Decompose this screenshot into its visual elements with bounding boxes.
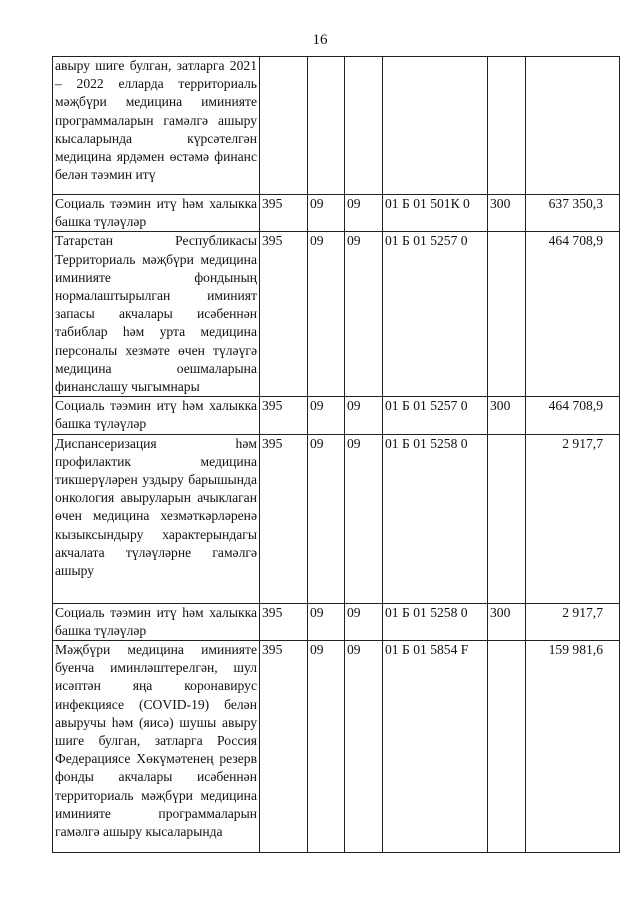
row-expense-type [488, 57, 526, 195]
row-target-article: 01 Б 01 5257 0 [383, 232, 488, 397]
row-subsection: 09 [345, 195, 383, 232]
row-target-article: 01 Б 01 5854 F [383, 641, 488, 853]
row-name: Социаль тәэмин итү һәм халыкка башка түләүләр [53, 195, 260, 232]
row-target-article: 01 Б 01 5257 0 [383, 397, 488, 434]
row-name: Диспансеризация һәм профилактик медицина тикшерүләрен уздыру барышында онкология авыруларын ачыклаган өчен медицина хезмәткәрләренә кызыксындыру характерындагы акчалата түләүләрне гамәлгә ашыру [53, 434, 260, 603]
table-row [53, 434, 620, 603]
table-row [53, 603, 620, 640]
row-subsection: 09 [345, 603, 383, 640]
row-expense-type: 300 [488, 195, 526, 232]
row-name: Татарстан Республикасы Территориаль мәҗбүри медицина иминияте фондының нормалаштырылган иминият запасы акчалары исәбеннән табиблар һәм урта медицина персоналы хезмәте өчен түләүгә медицина оешмаларына финанслашу чыгымнары [53, 232, 260, 397]
row-expense-type [488, 641, 526, 853]
row-section: 09 [308, 434, 345, 603]
table-row [53, 195, 620, 232]
row-name: Социаль тәэмин итү һәм халыкка башка түләүләр [53, 603, 260, 640]
budget-table [52, 56, 620, 853]
row-code: 395 [260, 397, 308, 434]
row-name: авыру шиге булган, затларга 2021 – 2022 елларда территориаль мәҗбүри медицина иминияте программаларын гамәлгә ашыру кысаларында күрсәтелгән медицина ярдәмен өстәмә финанс белән тәэмин итү [53, 57, 260, 195]
row-code: 395 [260, 434, 308, 603]
table-row [53, 57, 620, 195]
row-target-article [383, 57, 488, 195]
row-amount: 2 917,7 [526, 434, 620, 603]
row-target-article: 01 Б 01 501К 0 [383, 195, 488, 232]
row-name: Социаль тәэмин итү һәм халыкка башка түләүләр [53, 397, 260, 434]
row-section: 09 [308, 232, 345, 397]
row-name: Мәҗбүри медицина иминияте буенча иминләштерелгән, шул исәптән яңа коронавирус инфекциясе (COVID-19) белән авыручы һәм (яисә) шушы авыру шиге булган, затларга Россия Федерациясе Хөкүмәтенең резерв фонды акчалары исәбеннән территориаль мәҗбүри медицина иминияте программаларын гамәлгә ашыру кысаларында [53, 641, 260, 853]
table-row [53, 232, 620, 397]
row-subsection: 09 [345, 641, 383, 853]
table-row [53, 397, 620, 434]
row-code: 395 [260, 603, 308, 640]
row-subsection: 09 [345, 397, 383, 434]
row-section: 09 [308, 603, 345, 640]
table-row [53, 641, 620, 853]
row-expense-type [488, 434, 526, 603]
row-target-article: 01 Б 01 5258 0 [383, 434, 488, 603]
row-code: 395 [260, 232, 308, 397]
row-amount [526, 57, 620, 195]
row-expense-type: 300 [488, 397, 526, 434]
row-subsection: 09 [345, 232, 383, 397]
row-amount: 464 708,9 [526, 397, 620, 434]
row-amount: 2 917,7 [526, 603, 620, 640]
row-subsection [345, 57, 383, 195]
row-amount: 637 350,3 [526, 195, 620, 232]
row-section: 09 [308, 195, 345, 232]
row-amount: 464 708,9 [526, 232, 620, 397]
row-expense-type [488, 232, 526, 397]
row-code: 395 [260, 641, 308, 853]
row-section [308, 57, 345, 195]
page-number: 16 [312, 32, 328, 48]
row-section: 09 [308, 641, 345, 853]
row-expense-type: 300 [488, 603, 526, 640]
row-code [260, 57, 308, 195]
row-code: 395 [260, 195, 308, 232]
row-amount: 159 981,6 [526, 641, 620, 853]
row-section: 09 [308, 397, 345, 434]
row-subsection: 09 [345, 434, 383, 603]
row-target-article: 01 Б 01 5258 0 [383, 603, 488, 640]
